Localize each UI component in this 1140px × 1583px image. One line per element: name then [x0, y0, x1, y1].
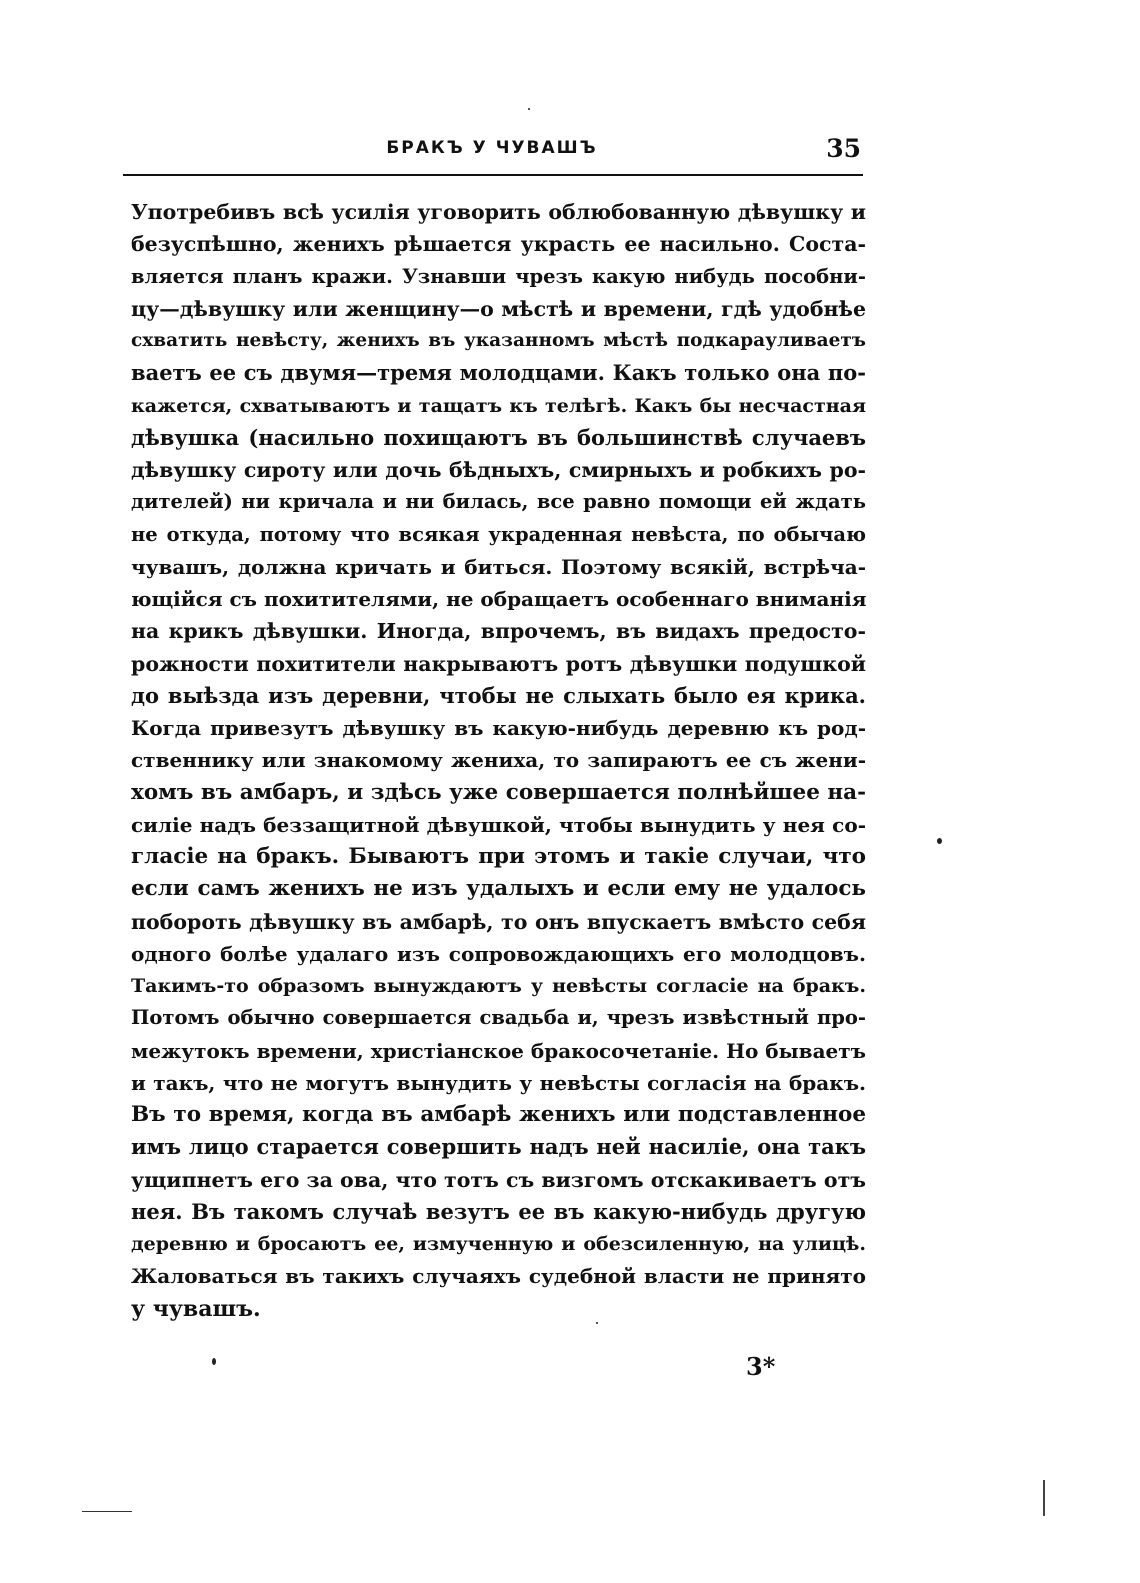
running-head: [123, 134, 861, 170]
text-line: ственнику или знакомому жениха, то запираютъ ее съ жени-: [131, 748, 866, 773]
ink-speck: [212, 1358, 216, 1365]
text-line: если самъ женихъ не изъ удалыхъ и если ему не удалось: [131, 876, 866, 902]
text-line: и такъ, что не могутъ вынудить у невѣсты согласія на бракъ.: [131, 1070, 866, 1095]
page-number: 35: [826, 134, 861, 163]
bottom-rule: [82, 1511, 132, 1512]
text-line: Въ то время, когда въ амбарѣ женихъ или подставленное: [131, 1102, 866, 1127]
edge-mark: [1043, 1480, 1045, 1516]
text-line: ущипнетъ его за ова, что тотъ съ визгомъ отскакиваетъ отъ: [131, 1167, 866, 1192]
text-line: хомъ въ амбаръ, и здѣсь уже совершается полнѣйшее на-: [131, 779, 866, 805]
running-title: БРАКЪ У ЧУВАШЪ: [386, 138, 598, 158]
text-line: дѣвушку сироту или дочь бѣдныхъ, смирныхъ и робкихъ ро-: [131, 458, 866, 482]
text-line: цу—дѣвушку или женщину—о мѣстѣ и времени, гдѣ удобнѣе: [131, 296, 866, 321]
text-line: схватить невѣсту, женихъ въ указанномъ мѣстѣ подкарауливаетъ: [131, 330, 866, 351]
ink-speck: [528, 108, 530, 110]
ink-speck: [937, 838, 942, 844]
text-line: ваетъ ее съ двумя—тремя молодцами. Какъ только она по-: [131, 360, 866, 386]
text-line: одного болѣе удалаго изъ сопровождающихъ его молодцовъ.: [131, 941, 866, 966]
text-line: не откуда, потому что всякая украденная невѣста, по обычаю: [131, 522, 866, 546]
text-line: силіе надъ беззащитной дѣвушкой, чтобы вынудить у нея со-: [131, 812, 866, 837]
text-line: Употребивъ всѣ усилія уговорить облюбованную дѣвушку и: [131, 200, 866, 224]
ink-speck: [596, 1322, 598, 1324]
text-line: нея. Въ такомъ случаѣ везутъ ее въ какую-нибудь другую: [131, 1198, 866, 1224]
text-line: рожности похитители накрываютъ ротъ дѣвушки подушкой: [131, 651, 866, 676]
text-line: Жаловаться въ такихъ случаяхъ судебной власти не принято: [131, 1264, 866, 1289]
text-line: Такимъ-то образомъ вынуждаютъ у невѣсты согласіе на бракъ.: [131, 975, 866, 997]
text-line: безуспѣшно, женихъ рѣшается украсть ее насильно. Соста-: [131, 232, 866, 257]
text-line: побороть дѣвушку въ амбарѣ, то онъ впускаетъ вмѣсто себя: [131, 909, 866, 934]
signature-mark: 3*: [746, 1352, 776, 1381]
text-line: на крикъ дѣвушки. Иногда, впрочемъ, въ видахъ предосто-: [131, 619, 866, 644]
text-line: Когда привезутъ дѣвушку въ какую-нибудь деревню къ род-: [131, 716, 866, 740]
text-line-last: у чувашъ.: [131, 1295, 261, 1322]
text-line: дѣвушка (насильно похищаютъ въ большинствѣ случаевъ: [131, 424, 866, 450]
text-line: чувашъ, должна кричать и биться. Поэтому всякій, встрѣча-: [131, 554, 866, 579]
body-text: [131, 196, 866, 1325]
text-line: деревню и бросаютъ ее, измученную и обезсиленную, на улицѣ.: [131, 1233, 866, 1255]
text-line: имъ лицо старается совершить надъ ней насиліе, она такъ: [131, 1134, 866, 1160]
text-line: дителей) ни кричала и ни билась, все равно помощи ей ждать: [131, 490, 866, 514]
text-line: ющійся съ похитителями, не обращаетъ особеннаго вниманія: [131, 587, 867, 611]
text-line: гласіе на бракъ. Бываютъ при этомъ и такіе случаи, что: [131, 844, 866, 869]
text-line: до выѣзда изъ деревни, чтобы не слыхать было ея крика.: [131, 682, 866, 708]
text-line: Потомъ обычно совершается свадьба и, чрезъ извѣстный про-: [131, 1006, 866, 1030]
text-line: вляется планъ кражи. Узнавши чрезъ какую нибудь пособни-: [131, 264, 866, 288]
text-line: межутокъ времени, христіанское бракосочетаніе. Но бываетъ: [131, 1038, 866, 1063]
header-rule: [123, 174, 863, 176]
text-line: кажется, схватываютъ и тащатъ къ телѣгѣ. Какъ бы несчастная: [131, 394, 866, 417]
